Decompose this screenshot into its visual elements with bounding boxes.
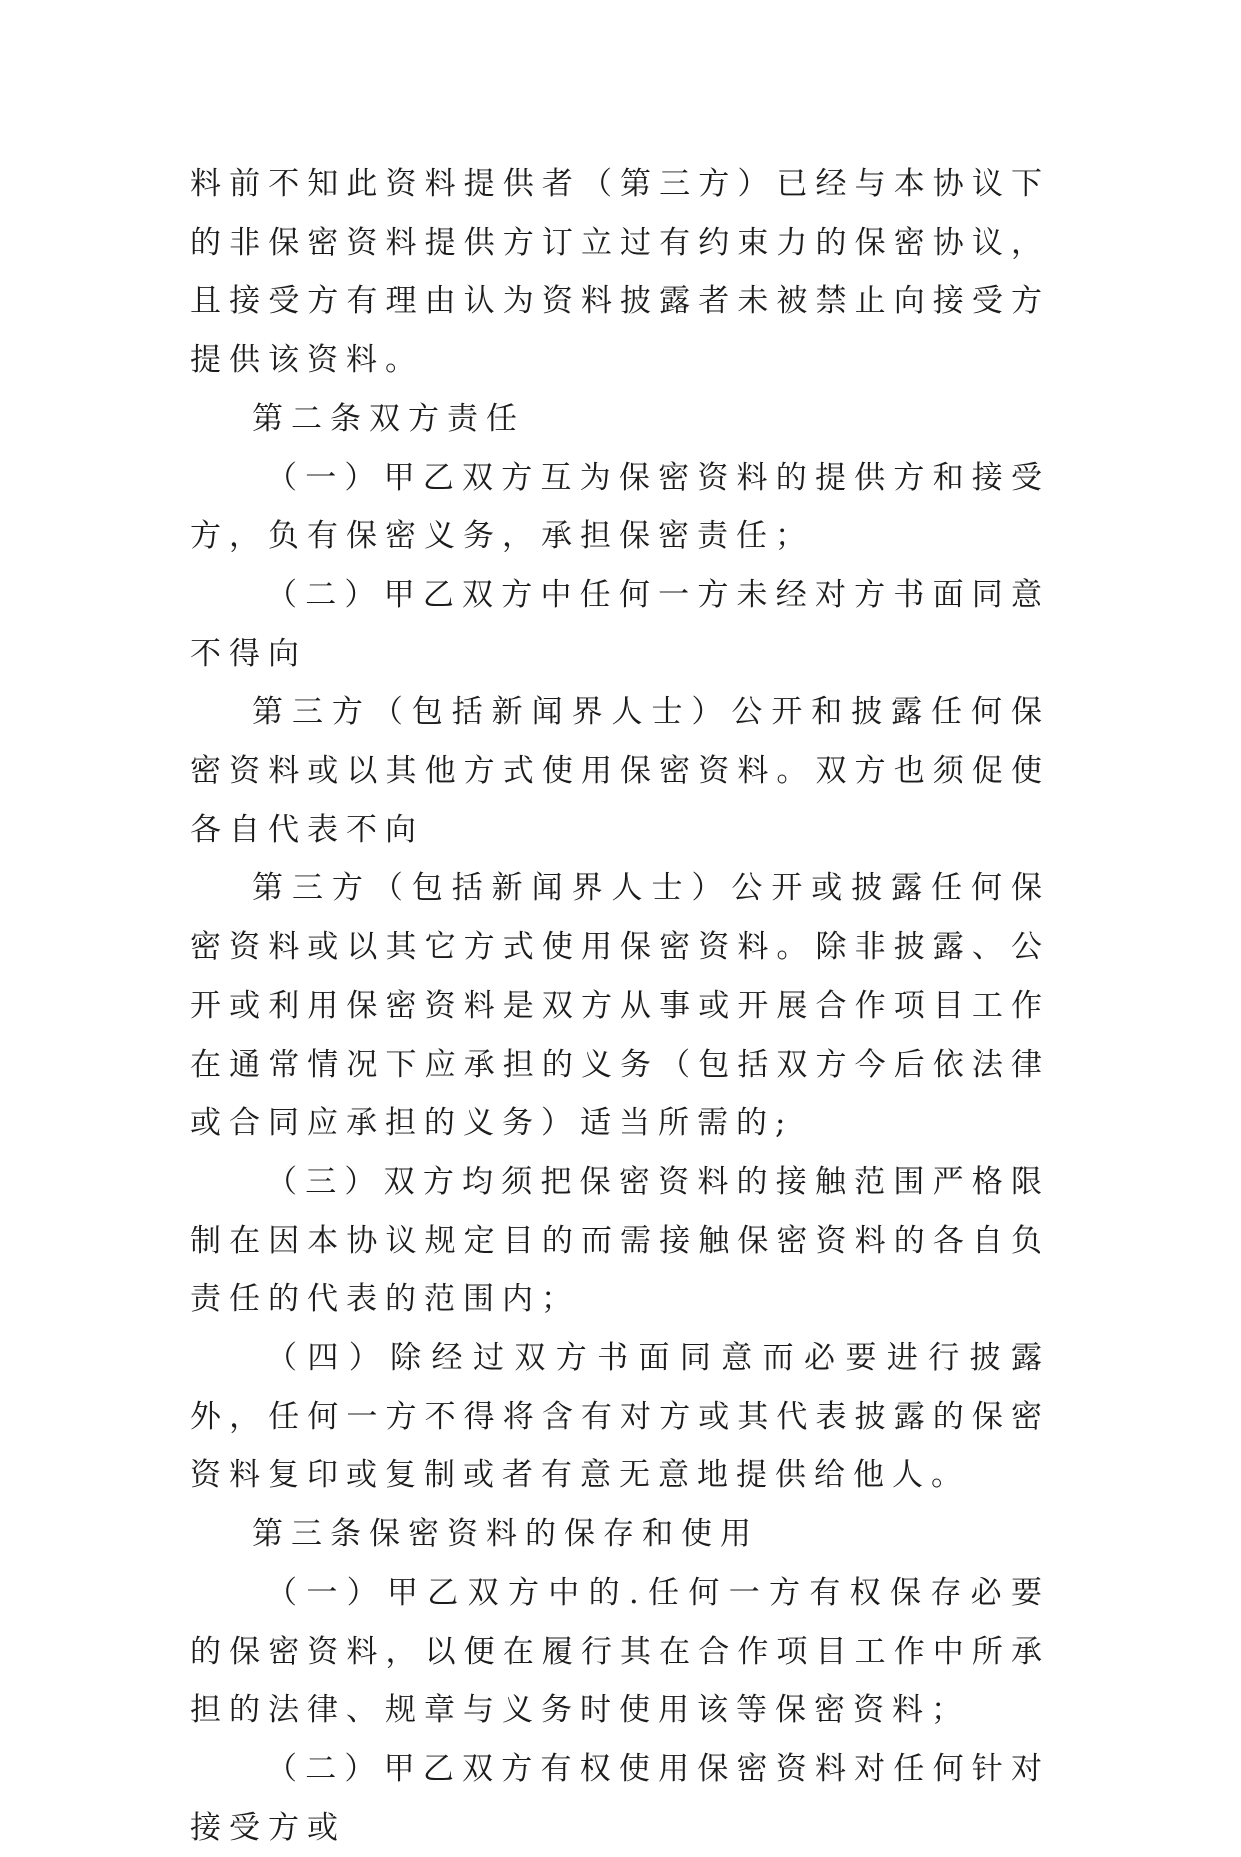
clause-2-2-continued-a: 第三方（包括新闻界人士）公开和披露任何保密资料或以其他方式使用保密资料。双方也须促使各自代表不向 bbox=[190, 694, 1050, 848]
document-body bbox=[190, 155, 1050, 1857]
article-heading-3: 第三条保密资料的保存和使用 bbox=[252, 1516, 759, 1553]
clause-2-2: （二）甲乙双方中任何一方未经对方书面同意不得向 bbox=[190, 576, 1050, 672]
clause-3-2: （二）甲乙双方有权使用保密资料对任何针对接受方或 bbox=[190, 1750, 1050, 1846]
clause-2-4: （四）除经过双方书面同意而必要进行披露外，任何一方不得将含有对方或其代表披露的保密资料复印或复制或者有意无意地提供给他人。 bbox=[190, 1340, 1050, 1494]
clause-2-1: （一）甲乙双方互为保密资料的提供方和接受方，负有保密义务，承担保密责任； bbox=[190, 459, 1050, 555]
paragraph-continuation: 料前不知此资料提供者（第三方）已经与本协议下的非保密资料提供方订立过有约束力的保密协议，且接受方有理由认为资料披露者未被禁止向接受方提供该资料。 bbox=[190, 166, 1050, 379]
clause-2-2-continued-b: 第三方（包括新闻界人士）公开或披露任何保密资料或以其它方式使用保密资料。除非披露、公开或利用保密资料是双方从事或开展合作项目工作在通常情况下应承担的义务（包括双方今后依法律或合同应承担的义务）适当所需的; bbox=[190, 870, 1050, 1142]
article-heading-2: 第二条双方责任 bbox=[252, 400, 525, 437]
clause-2-3: （三）双方均须把保密资料的接触范围严格限制在因本协议规定目的而需接触保密资料的各自负责任的代表的范围内； bbox=[190, 1163, 1050, 1318]
clause-3-1: （一）甲乙双方中的.任何一方有权保存必要的保密资料，以便在履行其在合作项目工作中所承担的法律、规章与义务时使用该等保密资料； bbox=[190, 1574, 1050, 1729]
